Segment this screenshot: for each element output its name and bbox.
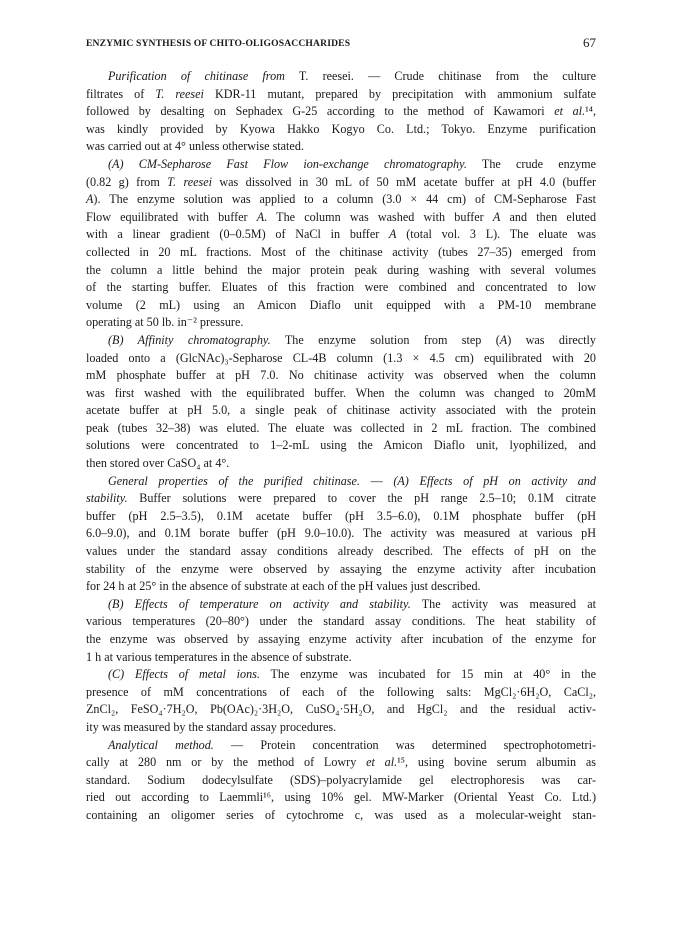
text-line [86,684,596,702]
text-line [86,525,596,543]
text-run: was first washed with the equilibrated buffer. When the column was changed to 20mM [86,385,596,400]
text-line [86,490,596,508]
italic-run: (B) Effects of temperature on activity and stability. [108,596,411,611]
text-run: for 24 h at 25° in the absence of substrate at each of the pH values just described. [86,579,481,594]
text-run: ity was measured by the standard assay procedures. [86,719,337,734]
text-line [86,455,596,473]
text-run: loaded onto a (GlcNAc)₃-Sepharose CL-4B column (1.3 × 4.5 cm) equilibrated with 20 [86,350,596,365]
text-line [86,473,596,491]
italic-run: A [492,209,501,224]
text-run: ¹⁵, using bovine serum albumin as [397,755,596,770]
text-run: the enzyme was observed by assaying enzyme activity after incubation of the enzyme for [86,632,596,646]
text-run: cally at 280 nm or by the method of Lowry [86,755,367,770]
text-line [86,191,596,209]
text-line [86,789,596,807]
italic-run: A [86,192,94,207]
page-header [86,36,596,52]
text-run: ¹⁴, [585,104,596,119]
text-run: (total vol. 3 L). The eluate was [396,227,597,242]
italic-run: (A) Effects of pH on activity and [393,473,596,488]
italic-run: A [256,209,265,224]
text-run: collected in 20 mL fractions. Most of the chitinase activity (tubes 27–35) emerged from [86,244,596,259]
text-line [86,138,596,156]
text-line [86,772,596,790]
text-line [86,297,596,315]
italic-run: Purification of chitinase from [108,69,285,83]
italic-run: et al. [554,104,586,119]
text-line [86,754,596,772]
text-run: Buffer solutions were prepared to cover the pH range 2.5–10; 0.1M citrate [127,491,596,506]
text-run: then stored over CaSO₄ at 4°. [86,456,230,471]
text-line [86,701,596,719]
text-run: mM phosphate buffer at pH 7.0. No chitinase activity was observed when the column [86,368,596,383]
text-line [86,420,596,438]
text-line [86,719,596,737]
text-run: — [359,473,394,488]
italic-run: General properties of the purified chitinase. [108,473,360,488]
text-run: various temperatures (20–80°) under the standard assay conditions. The heat stability of [86,614,596,629]
text-line [86,807,596,825]
text-line [86,649,596,667]
text-line [86,385,596,403]
text-line [86,226,596,244]
text-run: standard. Sodium dodecylsulfate (SDS)–polyacrylamide gel electrophoresis was car- [86,772,596,787]
text-line [86,578,596,596]
page-number: 67 [583,35,596,50]
text-run: with a linear gradient (0–0.5M) of NaCl in buffer [86,227,390,242]
text-run: ). The enzyme solution was applied to a column (3.0 × 44 cm) of CM-Sepharose Fast [93,192,596,207]
text-line [86,350,596,368]
text-run: was kindly provided by Kyowa Hakko Kogyo Co. Ltd.; Tokyo. Enzyme purification [86,121,596,136]
text-line [86,666,596,684]
italic-run: T. reesei [155,86,204,101]
text-run: presence of mM concentrations of each of the following salts: MgCl₂·6H₂O, CaCl₂, [86,684,596,699]
text-run: was carried out at 4° unless otherwise stated. [86,139,304,154]
text-run: was dissolved in 30 mL of 50 mM acetate buffer at pH 4.0 (buffer [211,174,597,189]
text-run: peak (tubes 32–38) was eluted. The eluate was collected in 2 mL fraction. The combined [86,420,596,435]
text-run: filtrates of [86,86,156,101]
text-run: The enzyme solution from step ( [270,332,500,347]
text-line [86,561,596,579]
text-run: acetate buffer at pH 5.0, a single peak of chitinase activity associated with the protein [86,403,596,418]
text-line [86,209,596,227]
text-line [86,262,596,280]
text-run: 6.0–9.0), and 0.1M borate buffer (pH 9.0–10.0). The activity was measured at various pH [86,526,596,541]
text-run: (0.82 g) from [86,174,168,189]
text-run: 1 h at various temperatures in the absence of substrate. [86,649,352,664]
text-line [86,244,596,262]
text-run: T. reesei. — Crude chitinase from the culture [284,69,596,83]
text-run: Flow equilibrated with buffer [86,209,257,224]
text-run: . The column was washed with buffer [264,209,493,224]
text-line [86,737,596,755]
text-run: of the starting buffer. Eluates of this fraction were combined and concentrated to low [86,280,596,295]
text-line [86,121,596,139]
text-line [86,68,596,86]
text-run: ried out according to Laemmli¹⁶, using 10% gel. MW-Marker (Oriental Yeast Co. Ltd.) [86,790,596,805]
text-run: and then eluted [500,209,597,224]
italic-run: (C) Effects of metal ions. [108,667,260,682]
text-run: KDR-11 mutant, prepared by precipitation with ammonium sulfate [203,86,597,101]
italic-run: A [499,332,508,347]
text-run: volume (2 mL) using an Amicon Diaflo unit equipped with a PM-10 membrane [86,297,596,312]
text-run: stability of the enzyme were observed by assaying the enzyme activity after incubation [86,561,596,576]
text-run: containing an oligomer series of cytochrome c, was used as a molecular-weight stan- [86,807,596,822]
article-body [86,68,596,825]
text-line [86,86,596,104]
running-title: ENZYMIC SYNTHESIS OF CHITO-OLIGOSACCHARIDES [86,38,351,49]
text-line [86,402,596,420]
text-run: The crude enzyme [466,156,596,171]
text-run: values under the standard assay conditions already described. The effects of pH on the [86,544,596,559]
italic-run: et al. [366,755,398,770]
text-run: operating at 50 lb. in⁻² pressure. [86,315,244,330]
text-line [86,279,596,297]
text-run: The enzyme was incubated for 15 min at 40° in the [259,667,596,682]
italic-run: stability. [86,491,128,506]
italic-run: T. reesei [167,174,212,189]
text-run: — Protein concentration was determined spectrophotometri- [213,737,596,752]
text-line [86,156,596,174]
text-run: buffer (pH 2.5–3.5), 0.1M acetate buffer (pH 3.5–6.0), 0.1M phosphate buffer (pH [86,508,596,523]
text-line [86,596,596,614]
text-run: The activity was measured at [410,596,596,611]
text-line [86,174,596,192]
text-run: the column a little behind the major protein peak during washing with several volumes [86,262,596,277]
text-run: solutions were concentrated to 1–2-mL using the Amicon Diaflo unit, lyophilized, and [86,438,596,453]
text-line [86,613,596,631]
text-line [86,103,596,121]
italic-run: A [389,227,397,242]
text-line [86,543,596,561]
text-run: ZnCl₂, FeSO₄·7H₂O, Pb(OAc)₂·3H₂O, CuSO₄·5H₂O, and HgCl₂ and the residual activ- [86,702,596,717]
text-line [86,508,596,526]
text-run: ) was directly [507,332,596,347]
text-line [86,437,596,455]
text-run: followed by desalting on Sephadex G-25 according to the method of Kawamori [86,104,555,119]
italic-run: (B) Affinity chromatography. [108,332,271,347]
italic-run: Analytical method. [108,737,214,752]
text-line [86,332,596,350]
text-line [86,367,596,385]
text-line [86,314,596,332]
italic-run: (A) CM-Sepharose Fast Flow ion-exchange chromatography. [108,156,467,171]
text-line [86,631,596,649]
